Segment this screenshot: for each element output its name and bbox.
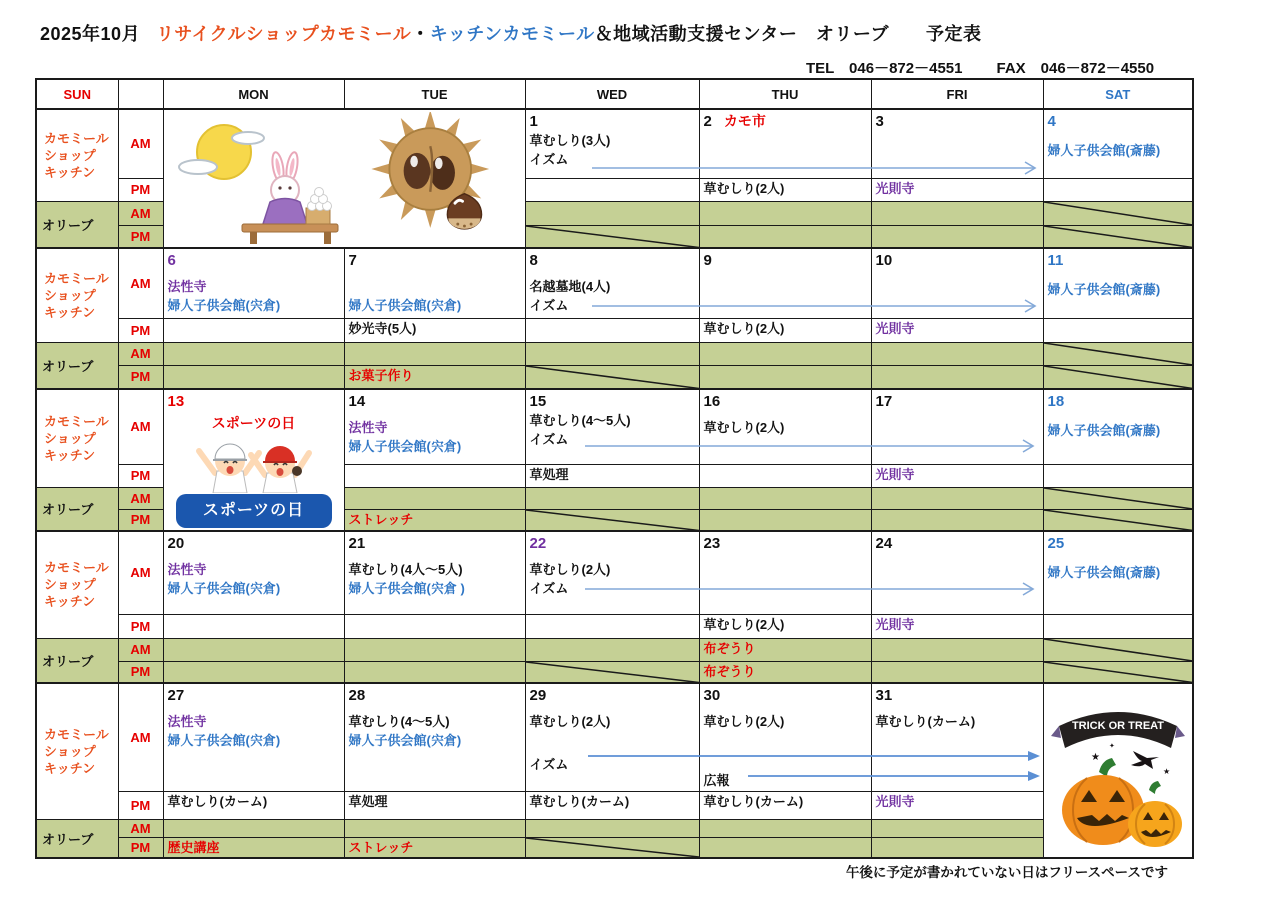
day-number-29: 29 (529, 687, 547, 704)
event: 草むしり(2人) (703, 320, 785, 336)
olive-pm-label-w3: PM (118, 509, 163, 531)
tel-number: TEL 046－872－4551 (806, 60, 963, 77)
event: 法性寺 (167, 714, 207, 729)
cell-w3-mon-sports-day (163, 389, 344, 531)
cell-w4-thu-olive-pm (699, 661, 871, 683)
event: 光則寺 (875, 320, 915, 336)
event: 妙光寺(5人) (348, 320, 417, 336)
event: 広報 (703, 773, 730, 788)
chestnut-illustration (360, 112, 510, 245)
cell-w3-thu-am (699, 389, 871, 464)
cell-w2-sat-am (1043, 248, 1193, 318)
olive-pm-label-w1: PM (118, 225, 163, 248)
crossed-out-line (1044, 202, 1193, 225)
cell-w1-fri-pm (871, 178, 1043, 201)
olive-event: ストレッチ (348, 511, 414, 527)
event: 法性寺 (167, 279, 207, 294)
day-number-31: 31 (875, 687, 893, 704)
day-number-10: 10 (875, 252, 893, 269)
day-number-30: 30 (703, 687, 721, 704)
cell-w5-wed-olive-am (525, 819, 699, 837)
olive-am-label-w5: AM (118, 819, 163, 837)
cell-w2-thu-pm (699, 318, 871, 342)
event: 光則寺 (875, 180, 915, 196)
cell-w1-fri-am (871, 109, 1043, 178)
cell-w4-mon-olive-am (163, 638, 344, 661)
event: 婦人子供会館(宍倉) (167, 581, 281, 596)
olive-am-label-w3: AM (118, 487, 163, 509)
cell-w2-mon-olive-pm (163, 365, 344, 389)
row-label-olive-w3: オリーブ (36, 487, 118, 531)
title-kitchen-name: キッチンカモミール (429, 24, 595, 44)
row-label-olive-w4: オリーブ (36, 638, 118, 683)
event: 草むしり(4～5人) (529, 413, 631, 428)
day-number-15: 15 (529, 393, 547, 410)
crossed-out-line (1044, 488, 1193, 509)
olive-am-label-w4: AM (118, 638, 163, 661)
event: 婦人子供会館(宍倉) (348, 733, 462, 748)
cell-w4-fri-olive-pm (871, 661, 1043, 683)
cell-w2-sat-olive-am (1043, 342, 1193, 365)
cell-w5-fri-olive-pm (871, 837, 1043, 858)
header-thu: THU (699, 79, 871, 109)
row-label-camomile-w3: カモミール ショップ キッチン (36, 389, 118, 487)
olive-pm-label-w4: PM (118, 661, 163, 683)
title-separator: ・ (411, 24, 430, 44)
day-number-24: 24 (875, 535, 893, 552)
event: 光則寺 (875, 793, 915, 809)
am-label-w1: AM (118, 109, 163, 178)
cell-w4-sat-olive-pm (1043, 661, 1193, 683)
olive-event: 歴史講座 (167, 839, 220, 855)
event: 草むしり(2人) (529, 714, 611, 729)
cell-w5-fri-am (871, 683, 1043, 791)
event: 婦人子供会館(宍倉) (348, 298, 462, 313)
cell-w1-sat-olive-am (1043, 201, 1193, 225)
event: イズム (529, 581, 569, 596)
cell-w1-sat-am (1043, 109, 1193, 178)
cell-w2-fri-olive-pm (871, 365, 1043, 389)
cell-w1-thu-am (699, 109, 871, 178)
cell-w2-fri-pm (871, 318, 1043, 342)
cell-w5-wed-pm (525, 791, 699, 819)
day-number-8: 8 (529, 252, 538, 269)
event: 草処理 (348, 793, 388, 809)
day-number-2: 2 (703, 113, 712, 130)
header-blank (118, 79, 163, 109)
fax-number: FAX 046－872－4550 (996, 60, 1155, 77)
cell-w5-fri-pm (871, 791, 1043, 819)
day-number-23: 23 (703, 535, 721, 552)
cell-w1-sat-olive-pm (1043, 225, 1193, 248)
row-label-olive-w1: オリーブ (36, 201, 118, 248)
cell-w2-wed-pm (525, 318, 699, 342)
event: イズム (529, 152, 569, 167)
cell-w3-tue-pm (344, 464, 525, 487)
cell-w2-fri-am (871, 248, 1043, 318)
cell-w3-sat-olive-pm (1043, 509, 1193, 531)
row-label-olive-w2: オリーブ (36, 342, 118, 389)
crossed-out-line (526, 662, 699, 683)
event: 光則寺 (875, 466, 915, 482)
cell-w3-sat-olive-am (1043, 487, 1193, 509)
event: 草むしり(カーム) (529, 793, 630, 809)
row-label-camomile-w4: カモミール ショップ キッチン (36, 531, 118, 638)
day-number-21: 21 (348, 535, 366, 552)
cell-w5-tue-pm (344, 791, 525, 819)
title-shop-name: リサイクルショップカモミール (156, 24, 412, 44)
cell-w1-fri-olive-pm (871, 225, 1043, 248)
cell-w2-sat-pm (1043, 318, 1193, 342)
event: 草むしり(カーム) (167, 793, 268, 809)
row-label-camomile-w2: カモミール ショップ キッチン (36, 248, 118, 342)
event: 草むしり(4～5人) (348, 714, 450, 729)
crossed-out-line (526, 226, 699, 248)
cell-w3-sat-am (1043, 389, 1193, 464)
pm-label-w4: PM (118, 614, 163, 638)
schedule-table (35, 78, 1194, 859)
cell-w4-tue-pm (344, 614, 525, 638)
am-label-w4: AM (118, 531, 163, 614)
cell-w1-fri-olive-am (871, 201, 1043, 225)
cell-w5-mon-am (163, 683, 344, 791)
olive-event: 布ぞうり (703, 663, 756, 679)
cell-w5-sat-halloween (1043, 683, 1193, 858)
cell-w2-thu-am (699, 248, 871, 318)
pm-label-w2: PM (118, 318, 163, 342)
day-number-22: 22 (529, 535, 547, 552)
cell-w4-thu-am (699, 531, 871, 614)
day-number-20: 20 (167, 535, 185, 552)
cell-w4-fri-olive-am (871, 638, 1043, 661)
sports-day-sign: スポーツの日 (176, 494, 332, 528)
event: 婦人子供会館(宍倉) (167, 733, 281, 748)
cell-w2-tue-am (344, 248, 525, 318)
olive-event: お菓子作り (348, 367, 414, 383)
day-number-1: 1 (529, 113, 538, 130)
day-number-9: 9 (703, 252, 712, 269)
event: イズム (529, 757, 569, 772)
cell-w5-fri-olive-am (871, 819, 1043, 837)
svg-text:★: ★ (1162, 767, 1170, 776)
cell-w2-mon-pm (163, 318, 344, 342)
cell-w1-wed-olive-pm (525, 225, 699, 248)
header-mon: MON (163, 79, 344, 109)
cell-w2-thu-olive-pm (699, 365, 871, 389)
sports-day-label: スポーツの日 (211, 415, 296, 431)
cell-w3-wed-olive-pm (525, 509, 699, 531)
svg-text:★: ★ (1090, 752, 1100, 763)
cell-w3-thu-pm (699, 464, 871, 487)
event: 光則寺 (875, 616, 915, 632)
event: イズム (529, 298, 569, 313)
event: 草むしり(カーム) (875, 714, 976, 729)
cell-w3-tue-olive-am (344, 487, 525, 509)
cell-w4-tue-olive-am (344, 638, 525, 661)
day-number-27: 27 (167, 687, 185, 704)
day-number-4: 4 (1047, 113, 1056, 130)
event: 法性寺 (167, 562, 207, 577)
cell-w4-thu-pm (699, 614, 871, 638)
cell-w4-mon-olive-pm (163, 661, 344, 683)
crossed-out-line (1044, 226, 1193, 248)
trick-or-treat-pumpkins-illustration (1045, 686, 1191, 854)
event: 婦人子供会館(宍倉 ) (348, 581, 465, 596)
cell-w5-wed-am (525, 683, 699, 791)
cell-w3-wed-am (525, 389, 699, 464)
event: 草処理 (529, 466, 569, 482)
cell-w4-mon-pm (163, 614, 344, 638)
cell-w2-tue-olive-pm (344, 365, 525, 389)
cell-w5-mon-olive-pm (163, 837, 344, 858)
olive-event: ストレッチ (348, 839, 414, 855)
cell-w5-mon-olive-am (163, 819, 344, 837)
pm-label-w1: PM (118, 178, 163, 201)
cell-w2-wed-am (525, 248, 699, 318)
cell-w1-wed-olive-am (525, 201, 699, 225)
event: 草むしり(3人) (529, 133, 611, 148)
cell-w5-wed-olive-pm (525, 837, 699, 858)
am-label-w2: AM (118, 248, 163, 318)
cell-w4-wed-pm (525, 614, 699, 638)
cell-w3-thu-olive-am (699, 487, 871, 509)
day-number-3: 3 (875, 113, 884, 130)
cell-w4-wed-olive-am (525, 638, 699, 661)
event: 婦人子供会館(斎藤) (1047, 282, 1161, 297)
cell-w5-tue-olive-am (344, 819, 525, 837)
event: 婦人子供会館(宍倉) (348, 439, 462, 454)
cell-w5-tue-olive-pm (344, 837, 525, 858)
pm-label-w3: PM (118, 464, 163, 487)
event: 法性寺 (348, 420, 388, 435)
cell-w1-mon-tue-illustrations (163, 109, 525, 248)
kamo-market-label: カモ市 (723, 113, 766, 129)
olive-pm-label-w2: PM (118, 365, 163, 389)
title-month: 2025年10月 (40, 24, 141, 44)
cell-w3-fri-am (871, 389, 1043, 464)
cell-w5-thu-olive-pm (699, 837, 871, 858)
event: 婦人子供会館(斎藤) (1047, 565, 1161, 580)
cell-w2-sat-olive-pm (1043, 365, 1193, 389)
svg-text:✦: ✦ (1108, 743, 1115, 750)
cell-w4-mon-am (163, 531, 344, 614)
cell-w1-thu-olive-pm (699, 225, 871, 248)
crossed-out-line (1044, 343, 1193, 365)
cell-w2-wed-olive-pm (525, 365, 699, 389)
day-number-16: 16 (703, 393, 721, 410)
cell-w4-tue-am (344, 531, 525, 614)
am-label-w5: AM (118, 683, 163, 791)
crossed-out-line (526, 366, 699, 389)
cell-w3-wed-pm (525, 464, 699, 487)
title-rest: ＆地域活動支援センター オリーブ 予定表 (594, 24, 982, 44)
event: 草むしり(2人) (703, 616, 785, 632)
olive-am-label-w1: AM (118, 201, 163, 225)
pm-label-w5: PM (118, 791, 163, 819)
header-sat: SAT (1043, 79, 1193, 109)
cell-w3-wed-olive-am (525, 487, 699, 509)
cell-w3-thu-olive-pm (699, 509, 871, 531)
event: 草むしり(4人～5人) (348, 562, 463, 577)
cell-w3-fri-olive-pm (871, 509, 1043, 531)
crossed-out-line (1044, 366, 1193, 389)
event: 草むしり(2人) (703, 420, 785, 435)
cell-w5-thu-am (699, 683, 871, 791)
am-label-w3: AM (118, 389, 163, 464)
row-label-olive-w5: オリーブ (36, 819, 118, 858)
cell-w1-wed-pm (525, 178, 699, 201)
row-label-camomile-w5: カモミール ショップ キッチン (36, 683, 118, 819)
crossed-out-line (526, 510, 699, 531)
tsukimi-moon-rabbit-illustration (178, 112, 350, 245)
event: 草むしり(カーム) (703, 793, 804, 809)
cell-w1-thu-pm (699, 178, 871, 201)
cell-w3-sat-pm (1043, 464, 1193, 487)
halloween-banner-text: TRICK OR TREAT (1071, 720, 1164, 732)
cell-w2-fri-olive-am (871, 342, 1043, 365)
contact-line (806, 57, 1154, 78)
cell-w2-mon-am (163, 248, 344, 318)
cell-w5-tue-am (344, 683, 525, 791)
event: 婦人子供会館(宍倉) (167, 298, 281, 313)
header-fri: FRI (871, 79, 1043, 109)
cell-w1-thu-olive-am (699, 201, 871, 225)
event: 婦人子供会館(斎藤) (1047, 143, 1161, 158)
cell-w4-fri-am (871, 531, 1043, 614)
olive-am-label-w2: AM (118, 342, 163, 365)
cell-w4-wed-am (525, 531, 699, 614)
header-wed: WED (525, 79, 699, 109)
footer-note: 午後に予定が書かれていない日はフリースペースです (845, 865, 1168, 880)
olive-event: 布ぞうり (703, 640, 756, 656)
cell-w5-thu-olive-am (699, 819, 871, 837)
cell-w2-mon-olive-am (163, 342, 344, 365)
cell-w3-fri-pm (871, 464, 1043, 487)
day-number-17: 17 (875, 393, 893, 410)
day-number-28: 28 (348, 687, 366, 704)
cell-w2-thu-olive-am (699, 342, 871, 365)
cell-w4-sat-olive-am (1043, 638, 1193, 661)
cell-w3-fri-olive-am (871, 487, 1043, 509)
cell-w2-wed-olive-am (525, 342, 699, 365)
day-number-11: 11 (1047, 252, 1064, 269)
cell-w4-tue-olive-pm (344, 661, 525, 683)
crossed-out-line (1044, 639, 1193, 661)
event: 草むしり(2人) (703, 180, 785, 196)
day-number-7: 7 (348, 252, 357, 269)
cell-w1-sat-pm (1043, 178, 1193, 201)
header-tue: TUE (344, 79, 525, 109)
crossed-out-line (526, 838, 699, 857)
cell-w3-tue-olive-pm (344, 509, 525, 531)
cell-w4-fri-pm (871, 614, 1043, 638)
cell-w4-sat-pm (1043, 614, 1193, 638)
day-number-6: 6 (167, 252, 176, 269)
cell-w4-thu-olive-am (699, 638, 871, 661)
sports-day-children-illustration (169, 433, 339, 493)
crossed-out-line (1044, 510, 1193, 531)
header-sun: SUN (36, 79, 118, 109)
olive-pm-label-w5: PM (118, 837, 163, 858)
day-number-25: 25 (1047, 535, 1065, 552)
cell-w2-tue-pm (344, 318, 525, 342)
cell-w1-wed-am (525, 109, 699, 178)
day-number-14: 14 (348, 393, 366, 410)
event: 名越墓地(4人) (529, 279, 611, 294)
cell-w3-tue-am (344, 389, 525, 464)
cell-w5-thu-pm (699, 791, 871, 819)
event: 草むしり(2人) (703, 714, 785, 729)
crossed-out-line (1044, 662, 1193, 683)
cell-w5-mon-pm (163, 791, 344, 819)
cell-w2-tue-olive-am (344, 342, 525, 365)
event: イズム (529, 432, 569, 447)
day-number-18: 18 (1047, 393, 1065, 410)
day-number-13: 13 (167, 393, 185, 410)
cell-w4-sat-am (1043, 531, 1193, 614)
row-label-camomile-w1: カモミール ショップ キッチン (36, 109, 118, 201)
page-title (40, 20, 982, 46)
event: 草むしり(2人) (529, 562, 611, 577)
event: 婦人子供会館(斎藤) (1047, 423, 1161, 438)
cell-w4-wed-olive-pm (525, 661, 699, 683)
